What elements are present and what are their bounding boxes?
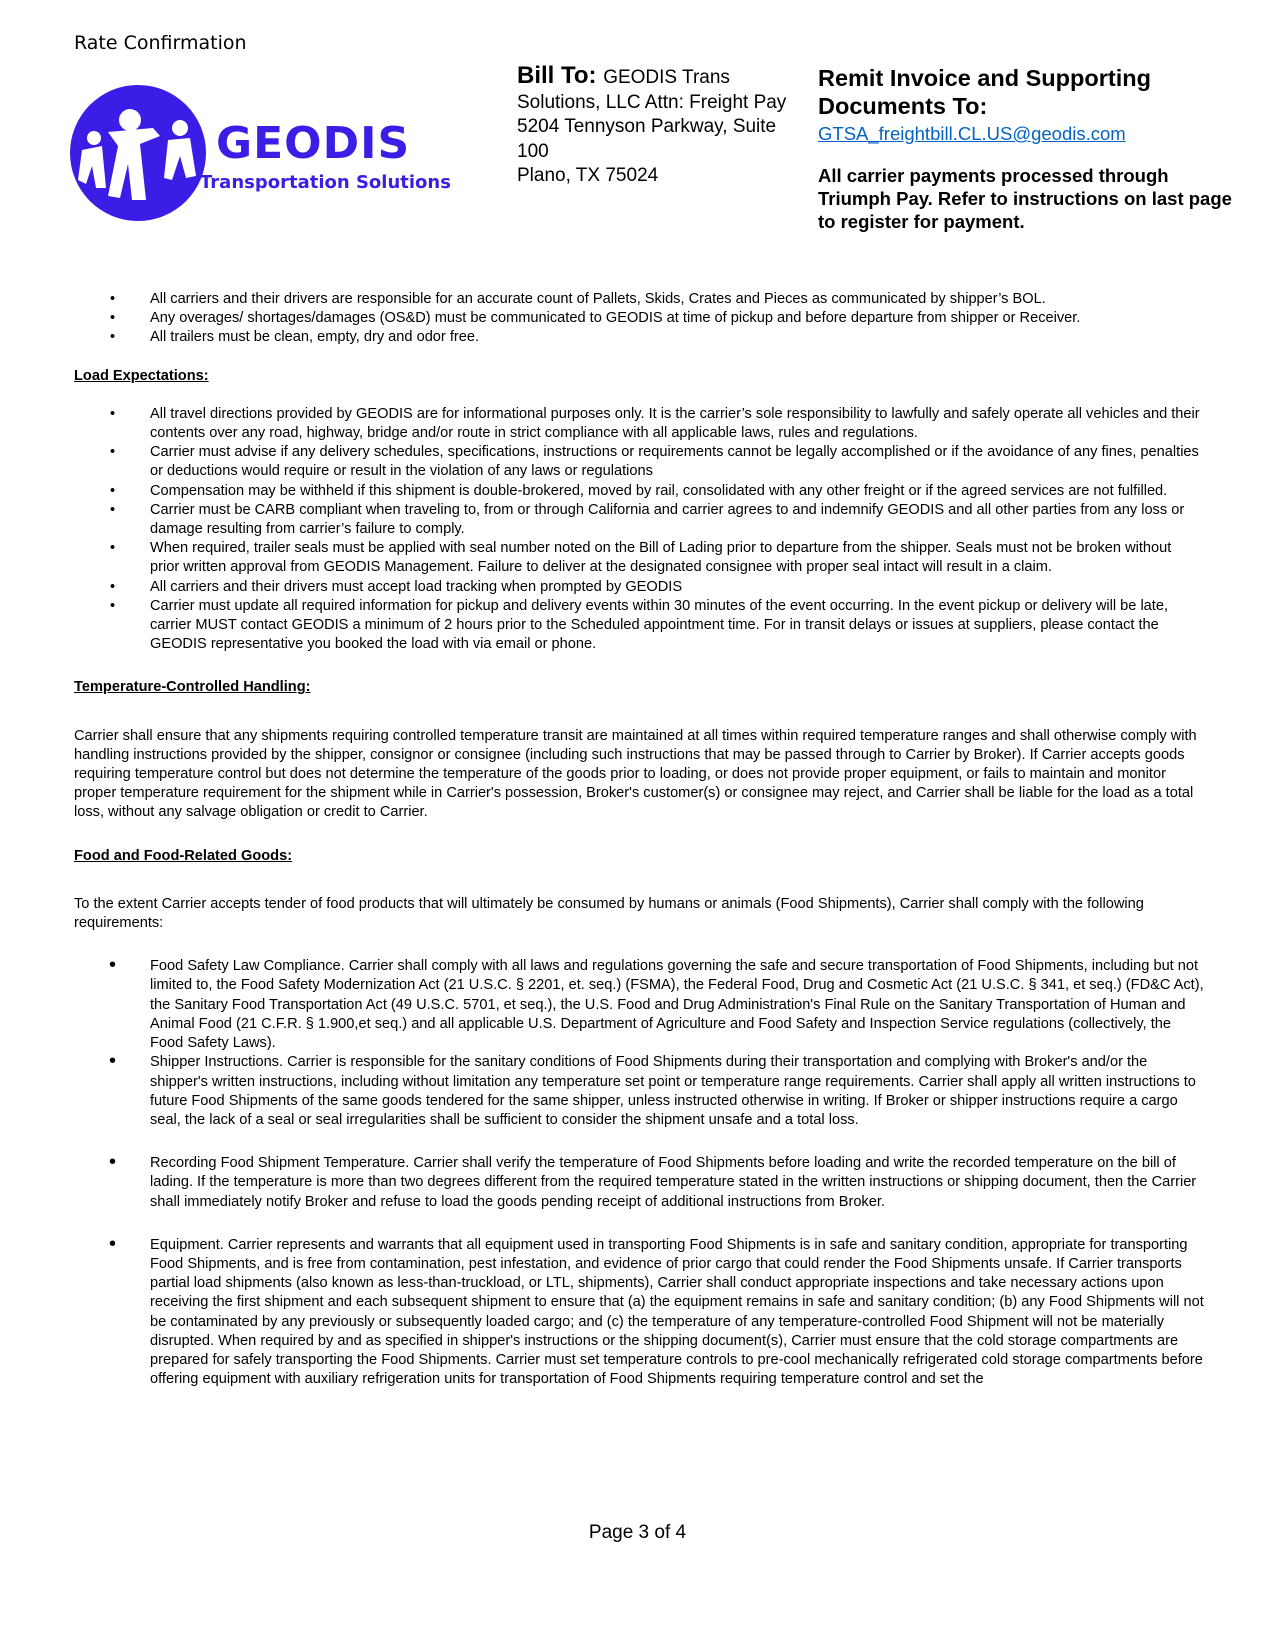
list-item: • All carriers and their drivers are responsible for an accurate count of Pallets, Skids, Crates and Pieces as communicated by shipper’s BOL. xyxy=(74,290,1204,309)
list-item: • Carrier must be CARB compliant when traveling to, from or through California and carrier agrees to and indemnify GEODIS and all other parties from any loss or damage resulting from carrier’s failure to comply. xyxy=(74,501,1204,539)
list-item: • When required, trailer seals must be applied with seal number noted on the Bill of Lading prior to departure from the shipper. Seals must not be broken without prior written approval from GEODIS Management. Failure to deliver at the designated consignee with proper seal intact will result in a claim. xyxy=(74,539,1204,577)
bill-to-block xyxy=(517,64,787,189)
document-title: Rate Confirmation xyxy=(74,32,247,54)
list-item: • All travel directions provided by GEODIS are for informational purposes only. It is the carrier’s sole responsibility to lawfully and safely operate all vehicles and their contents over any road, highway, bridge and/or route in strict compliance with all applicable laws, rules and regulations. xyxy=(74,405,1204,443)
list-item: • Equipment. Carrier represents and warrants that all equipment used in transporting Food Shipments is in safe and sanitary condition, appropriate for transporting Food Shipments, and is free from contamination, pest infestation, and evidence of prior cargo that could render the Food Shipments unsafe. If Carrier transports partial load shipments (also known as less-than-truckload, or LTL, shipments), Carrier shall conduct appropriate inspections and take necessary actions upon receiving the first shipment and each subsequent shipment to ensure that (a) the equipment remains in safe and sanitary condition; (b) any Food Shipments will not be contaminated by any previously or subsequently loaded cargo; and (c) the temperature of any temperature-controlled Food Shipment will not be materially disrupted. When required by and as specified in shipper's instructions or the shipping document(s), Carrier must ensure that the cold storage compartments are prepared for safely transporting the Food Shipments. Carrier must set temperature controls to pre-cool mechanically refrigerated cold storage compartments before offering equipment with auxiliary refrigeration units for transportation of Food Shipments requiring temperature control and set the xyxy=(74,1236,1204,1390)
remit-heading: Remit Invoice and Supporting Documents To: xyxy=(818,65,1151,119)
bill-to-city: Plano, TX 75024 xyxy=(517,165,659,186)
logo-wordmark: GEODIS xyxy=(216,118,411,169)
list-item: • Recording Food Shipment Temperature. Carrier shall verify the temperature of Food Shipments before loading and write the recorded temperature on the bill of lading. If the temperature is more than two degrees different from the required temperature stated in the written instructions or shipping document, then the Carrier shall immediately notify Broker and refuse to load the goods pending receipt of additional instructions from Broker. xyxy=(74,1154,1204,1212)
food-requirements-list xyxy=(74,957,1204,1389)
temperature-heading: Temperature-Controlled Handling: xyxy=(74,679,311,696)
remit-email-link[interactable]: GTSA_freightbill.CL.US@geodis.com xyxy=(818,123,1126,144)
bill-to-label: Bill To: xyxy=(517,62,604,89)
bill-to-company: GEODIS Trans Solutions, LLC Attn: Freight Pay xyxy=(517,67,787,113)
temperature-paragraph: Carrier shall ensure that any shipments requiring controlled temperature transit are maintained at all times within required temperature ranges and shall otherwise comply with handling instructions provided by the shipper, consignor or consignee (including such instructions that may be passed through to Carrier by Broker). If Carrier accepts goods requiring temperature control but does not determine the temperature of the goods prior to loading, or does not provide proper equipment, or fails to maintain and monitor proper temperature requirement for the shipment while in Carrier's possession, Broker's customer(s) or consignee may reject, and Carrier shall be liable for the load as a total loss, without any salvage obligation or credit to Carrier. xyxy=(74,727,1197,821)
list-item: • All trailers must be clean, empty, dry and odor free. xyxy=(74,328,1204,347)
list-item: • All carriers and their drivers must accept load tracking when prompted by GEODIS xyxy=(74,578,1204,597)
geodis-logo xyxy=(68,80,468,226)
intro-bullet-list xyxy=(74,290,1204,348)
food-intro-paragraph: To the extent Carrier accepts tender of food products that will ultimately be consumed by humans or animals (Food Shipments), Carrier shall comply with the following requirements: xyxy=(74,895,1144,932)
page-number: Page 3 of 4 xyxy=(588,1522,687,1543)
list-item: • Shipper Instructions. Carrier is responsible for the sanitary conditions of Food Shipments during their transportation and complying with Broker's and/or the shipper's written instructions, including without limitation any temperature set point or temperature range requirements. Carrier shall apply all written instructions to future Food Shipments of the same goods tendered for the same shipper, unless instructed otherwise in writing. If Broker or shipper instructions require a cargo seal, the lack of a seal or seal irregularities shall be sufficient to consider the shipment unsafe and a total loss. xyxy=(74,1053,1204,1130)
list-item: • Compensation may be withheld if this shipment is double-brokered, moved by rail, consolidated with any other freight or if the agreed services are not fulfilled. xyxy=(74,482,1204,501)
remit-block xyxy=(818,64,1238,233)
food-heading: Food and Food-Related Goods: xyxy=(74,847,293,864)
list-item: • Carrier must advise if any delivery schedules, specifications, instructions or requirements cannot be legally accomplished or if the avoidance of any fines, penalties or deductions would require or result in the violation of any laws or regulations xyxy=(74,443,1204,481)
bill-to-street: 5204 Tennyson Parkway, Suite 100 xyxy=(517,116,777,162)
list-item: • Any overages/ shortages/damages (OS&D) must be communicated to GEODIS at time of pickup and before departure from shipper or Receiver. xyxy=(74,309,1204,328)
load-expectations-heading: Load Expectations: xyxy=(74,367,209,384)
payment-note: All carrier payments processed through Triumph Pay. Refer to instructions on last page to register for payment. xyxy=(818,165,1232,232)
list-item: • Food Safety Law Compliance. Carrier shall comply with all laws and regulations governing the safe and secure transportation of Food Shipments, including but not limited to, the Food Safety Modernization Act (21 U.S.C. § 2201, et. seq.) (FSMA), the Federal Food, Drug and Cosmetic Act (21 U.S.C. § 341, et seq.) (FD&C Act), the Sanitary Food Transportation Act (49 U.S.C. 5701, et seq.), the U.S. Food and Drug Administration's Final Rule on the Sanitary Transportation of Human and Animal Food (21 C.F.R. § 1.900,et seq.) and all applicable U.S. Department of Agriculture and Food Safety and Inspection Service regulations (collectively, the Food Safety Laws). xyxy=(74,957,1204,1053)
logo-tagline: Transportation Solutions xyxy=(200,172,451,193)
load-expectations-list xyxy=(74,405,1204,655)
list-item: • Carrier must update all required information for pickup and delivery events within 30 minutes of the event occurring. In the event pickup or delivery will be late, carrier MUST contact GEODIS a minimum of 2 hours prior to the Scheduled appointment time. For in transit delays or issues at suppliers, please contact the GEODIS representative you booked the load with via email or phone. xyxy=(74,597,1204,655)
document-body xyxy=(74,290,1204,1389)
